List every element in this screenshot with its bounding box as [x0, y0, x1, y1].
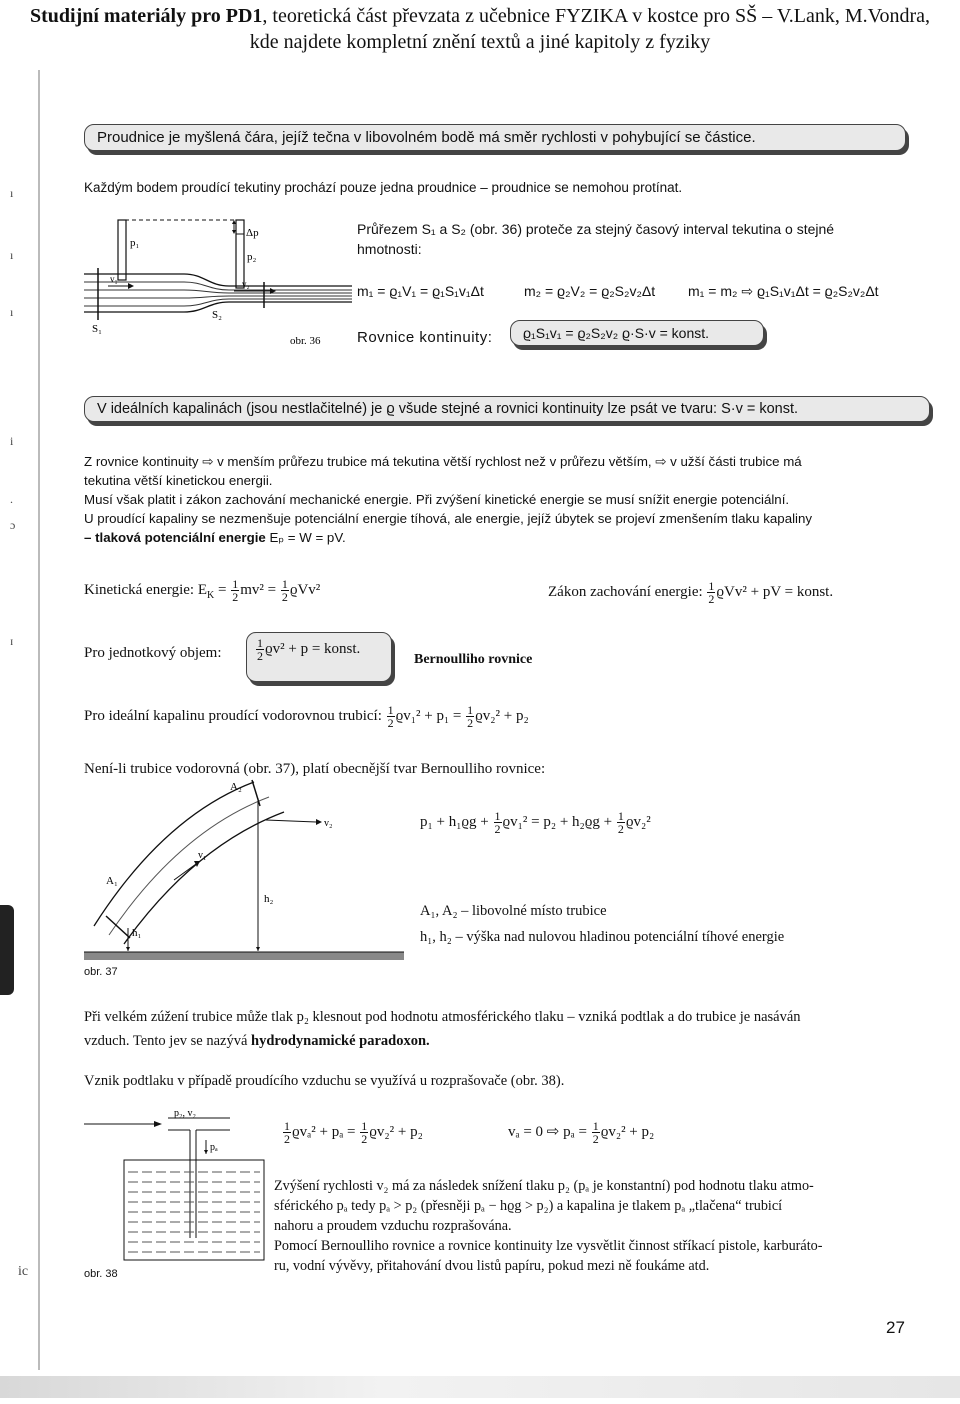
sprayer-eq-d: ϱv₂² + p₂ — [600, 1123, 655, 1140]
kinetic-eq-part1: mv² = — [240, 581, 277, 598]
conservation-row — [548, 580, 833, 605]
sprayer-equation-2 — [508, 1120, 654, 1145]
para1-line2: tekutina větší kinetickou energii. — [84, 473, 273, 488]
general-eq-c: ϱv₂² — [625, 813, 651, 830]
margin-mark: ɪ — [10, 634, 14, 648]
fig38-caption: obr. 38 — [84, 1268, 118, 1280]
conservation-eq: ϱVv² + pV = konst. — [716, 583, 834, 600]
mass-equation-1: m₁ = ϱ₁V₁ = ϱ₁S₁v₁Δt — [357, 283, 484, 299]
sprayer-para-line: sférického pₐ tedy pₐ > p₂ (přesněji pₐ − hϱg > p₂) a kapalina je tlakem pₐ „tlačena“ trubicí — [274, 1198, 783, 1214]
kinetic-eq-part2: ϱVv² — [289, 581, 321, 598]
fig37-label-h2: h₂ — [264, 893, 274, 905]
figure-36-pipe — [84, 212, 352, 352]
margin-mark: ı — [10, 186, 14, 200]
margin-mark: ic — [18, 1264, 29, 1279]
margin-mark: ı — [10, 305, 14, 319]
binding-shadow — [0, 905, 14, 995]
header-bold: Studijní materiály pro PD1 — [29, 5, 263, 27]
sprayer-line: Vznik podtlaku v případě proudícího vzduchu se využívá u rozprašovače (obr. 38). — [84, 1073, 565, 1089]
sprayer-para-line: Zvýšení rychlosti v₂ má za následek snížení tlaku p₂ (pₐ je konstantní) pod hodnotu tlaku atmo- — [274, 1178, 814, 1194]
fraction-half: $\frac{1}{2}$ — [467, 703, 474, 730]
mass-equation-2: m₂ = ϱ₂V₂ = ϱ₂S₂v₂Δt — [524, 283, 656, 299]
general-eq-b: ϱv₁² = p₂ + h₂ϱg + — [502, 813, 613, 830]
fig36-label-dp: Δp — [246, 227, 259, 239]
unit-volume-label: Pro jednotkový objem: — [84, 645, 222, 661]
binding-rule — [38, 70, 40, 1370]
fraction-half: $\frac{1}{2}$ — [494, 809, 501, 836]
para1-line1: Z rovnice kontinuity ⇨ v menším průřezu trubice má tekutina větší rychlost než v průřezu větším, ⇨ v užší části trubice má — [84, 454, 802, 469]
para1-line5 — [84, 528, 346, 547]
fig37-label-a1: A₁ — [106, 875, 118, 887]
paradox-term: hydrodynamické paradoxon. — [251, 1033, 430, 1049]
definition-box-streamline: Proudnice je myšlená čára, jejíž tečna v libovolném bodě má směr rychlosti v pohybující se částice. — [84, 124, 906, 151]
kinetic-eq-lhs: E — [197, 581, 208, 598]
pressure-energy-eq: Eₚ = W = pV. — [269, 530, 346, 545]
unit-volume-eq: ϱv² + p = konst. — [265, 640, 361, 657]
fig36-label-s2: S₂ — [212, 309, 222, 321]
general-bernoulli-eq — [420, 810, 651, 835]
page-header — [0, 4, 960, 28]
paradox-line2a: vzduch. Tento jev se nazývá — [84, 1033, 252, 1049]
fig36-caption: obr. 36 — [290, 335, 321, 347]
horizontal-eq-a: ϱv₁² + p₁ = — [395, 707, 462, 724]
margin-mark: i — [10, 434, 14, 448]
fig36-label-p1: p₁ — [130, 237, 140, 249]
sprayer-para-line: ru, vodní vývěvy, přitahování dvou listů papíru, pokud mezi ně foukáme atd. — [274, 1258, 710, 1274]
fraction-half: $\frac{1}{2}$ — [281, 577, 288, 604]
para1-line3: Musí však platit i zákon zachování mechanické energie. Při zvýšení kinetické energie se musí snížit energie potenciální. — [84, 492, 790, 507]
mass-equation-3: m₁ = m₂ ⇨ ϱ₁S₁v₁Δt = ϱ₂S₂v₂Δt — [688, 283, 879, 299]
sprayer-eq-a: ϱvₐ² + pₐ = — [292, 1123, 356, 1140]
fig36-label-p2: p₂ — [247, 251, 257, 263]
prurez-line2: hmotnosti: — [357, 241, 422, 257]
general-eq-a: p₁ + h₁ϱg + — [420, 813, 489, 830]
header-rest: , teoretická část převzata z učebnice FYZIKA v kostce pro SŠ – V.Lank, M.Vondra, — [262, 5, 931, 27]
fraction-half: $\frac{1}{2}$ — [592, 1119, 599, 1146]
horizontal-eq-b: ϱv₂² + p₂ — [475, 707, 529, 724]
bernoulli-box — [246, 632, 392, 682]
sprayer-eq-b: ϱv₂² + p₂ — [369, 1123, 423, 1140]
conservation-label: Zákon zachování energie: — [548, 583, 703, 600]
paradox-line2 — [84, 1032, 430, 1051]
fraction-half: $\frac{1}{2}$ — [284, 1119, 290, 1146]
margin-mark: . — [10, 492, 13, 506]
fig36-label-v2: v₂ — [242, 279, 250, 289]
paradox-line1: Při velkém zúžení trubice může tlak p₂ klesnout pod hodnotu atmosférického tlaku – vzniká podtlak a do trubice je nasáván — [84, 1009, 801, 1025]
scan-bottom-edge — [0, 1376, 960, 1398]
horizontal-label: Pro ideální kapalinu proudící vodorovnou trubicí: — [84, 707, 382, 724]
sprayer-equation-1 — [282, 1120, 423, 1145]
kinetic-eq-sub: K — [207, 589, 215, 601]
header-line2: kde najdete kompletní znění textů a jiné kapitoly z fyziky — [249, 31, 711, 53]
figure-37-inclined-tube — [84, 776, 404, 976]
figure-38-sprayer — [84, 1108, 274, 1268]
fig37-label-v1: v₁ — [198, 850, 207, 861]
margin-mark: ı — [10, 248, 14, 262]
continuity-equation-box: ϱ₁S₁v₁ = ϱ₂S₂v₂ ϱ·S·v = konst. — [510, 320, 764, 346]
prurez-line1: Průřezem S₁ a S₂ (obr. 36) proteče za stejný časový interval tekutina o stejné — [357, 221, 835, 237]
fraction-half: $\frac{1}{2}$ — [361, 1119, 368, 1146]
fraction-half: $\frac{1}{2}$ — [387, 703, 394, 730]
sprayer-para-line: Pomocí Bernoulliho rovnice a rovnice kontinuity lze vysvětlit činnost stříkací pistole, karburáto- — [274, 1238, 823, 1254]
fig38-label-pa: pₐ — [210, 1142, 218, 1153]
bernoulli-label: Bernoulliho rovnice — [414, 652, 533, 667]
sprayer-eq-c: vₐ = 0 ⇨ pₐ = — [508, 1123, 587, 1140]
fraction-half: $\frac{1}{2}$ — [257, 636, 263, 663]
fig37-label-a2: A₂ — [230, 781, 242, 793]
fig37-label-v2: v₂ — [324, 818, 333, 829]
sprayer-paragraph — [274, 1176, 822, 1276]
kinetic-label: Kinetická energie: — [84, 581, 195, 598]
fraction-half: $\frac{1}{2}$ — [708, 579, 715, 606]
fig36-label-s1: S₁ — [92, 323, 102, 335]
streamline-rule: Každým bodem proudící tekutiny prochází pouze jedna proudnice – proudnice se nemohou protínat. — [84, 180, 683, 195]
margin-mark: ɔ — [10, 518, 16, 532]
para1-line4: U proudící kapaliny se nezmenšuje potenciální energie tíhová, ale energie, jejíž úbytek se projeví zmenšením tlaku kapaliny — [84, 511, 813, 526]
ideal-liquid-box: V ideálních kapalinách (jsou nestlačitelné) je ϱ všude stejné a rovnici kontinuity lze psát ve tvaru: S·v = konst. — [84, 396, 930, 422]
fraction-half: $\frac{1}{2}$ — [232, 577, 239, 604]
sprayer-para-line: nahoru a proudem vzduchu rozprašována. — [274, 1218, 512, 1234]
page-number: 27 — [886, 1318, 905, 1337]
fig37-caption: obr. 37 — [84, 966, 118, 978]
fig37-label-h1: h₁ — [132, 927, 142, 939]
continuity-label: Rovnice kontinuity: — [357, 329, 493, 346]
pressure-energy-term: – tlaková potenciální energie — [84, 530, 266, 545]
kinetic-energy-row: Kinetická energie: $E_K$ = $\frac{1}{2}$ mv² = $\frac{1}{2}$ ϱVv² — [84, 577, 321, 604]
fraction-half: $\frac{1}{2}$ — [617, 809, 624, 836]
fig38-label-p2v2: p₂, v₂ — [174, 1108, 196, 1119]
legend-a: A₁, A₂ – libovolné místo trubice — [420, 903, 607, 919]
nonhorizontal-line: Není-li trubice vodorovná (obr. 37), platí obecnější tvar Bernoulliho rovnice: — [84, 761, 546, 777]
fig36-label-v1: v₁ — [110, 274, 118, 284]
legend-h: h₁, h₂ – výška nad nulovou hladinou potenciální tíhové energie — [420, 929, 785, 945]
horizontal-row — [84, 704, 529, 729]
